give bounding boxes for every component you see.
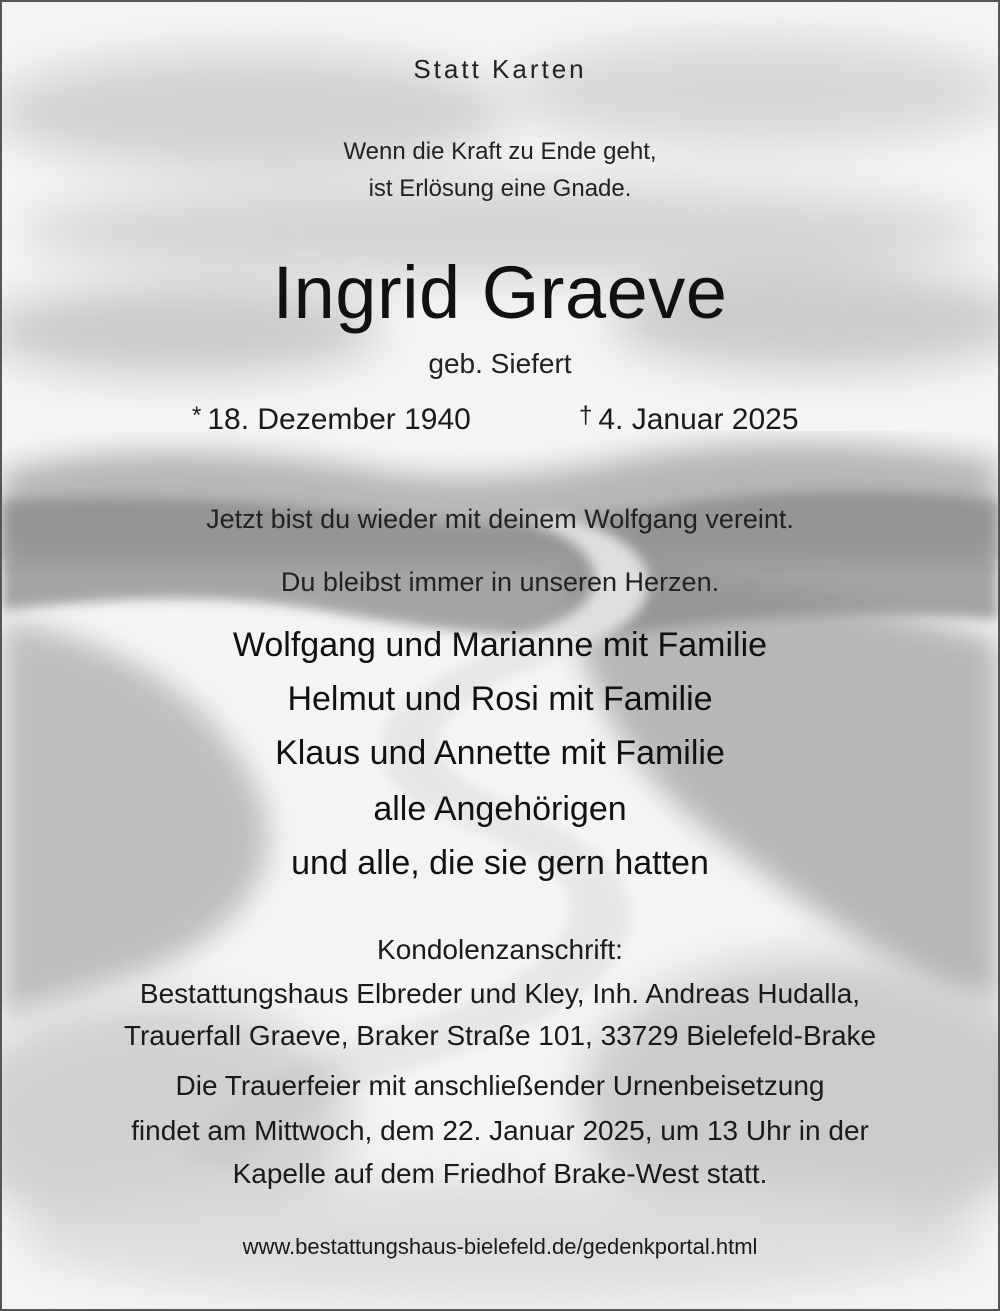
- birth-date: 18. Dezember 1940: [207, 403, 471, 436]
- mourner-line: Klaus und Annette mit Familie: [275, 734, 725, 772]
- death-cross-icon: †: [579, 402, 593, 429]
- mourner-line: Wolfgang und Marianne mit Familie: [232, 626, 768, 664]
- death-date: 4. Januar 2025: [598, 403, 799, 436]
- quote-line: ist Erlösung eine Gnade.: [368, 175, 632, 202]
- service-info-line: Die Trauerfeier mit anschließender Urnenbeisetzung: [175, 1070, 825, 1101]
- memorial-portal-url: www.bestattungshaus-bielefeld.de/gedenkportal.html: [242, 1234, 758, 1259]
- birth-date-group: [192, 402, 471, 437]
- notice-content: [2, 2, 998, 1309]
- death-date-group: [579, 402, 799, 437]
- quote-line: Wenn die Kraft zu Ende geht,: [343, 138, 657, 165]
- message-line: Jetzt bist du wieder mit deinem Wolfgang vereint.: [206, 504, 794, 534]
- service-info-line: findet am Mittwoch, dem 22. Januar 2025, um 13 Uhr in der: [131, 1115, 869, 1146]
- message-line: Du bleibst immer in unseren Herzen.: [280, 567, 720, 597]
- mourner-line: alle Angehörigen: [373, 790, 627, 828]
- preface-text: Statt Karten: [413, 54, 587, 84]
- condolence-heading: Kondolenzanschrift:: [377, 934, 623, 965]
- deceased-name: Ingrid Graeve: [272, 251, 728, 334]
- mourner-line: und alle, die sie gern hatten: [291, 844, 709, 882]
- birth-star-icon: *: [192, 402, 202, 429]
- maiden-name: geb. Siefert: [428, 348, 572, 379]
- service-info-line: Kapelle auf dem Friedhof Brake-West statt.: [232, 1158, 768, 1189]
- condolence-address-line: Trauerfall Graeve, Braker Straße 101, 33729 Bielefeld-Brake: [123, 1020, 877, 1051]
- mourner-line: Helmut und Rosi mit Familie: [287, 680, 713, 718]
- condolence-address-line: Bestattungshaus Elbreder und Kley, Inh. Andreas Hudalla,: [139, 978, 861, 1009]
